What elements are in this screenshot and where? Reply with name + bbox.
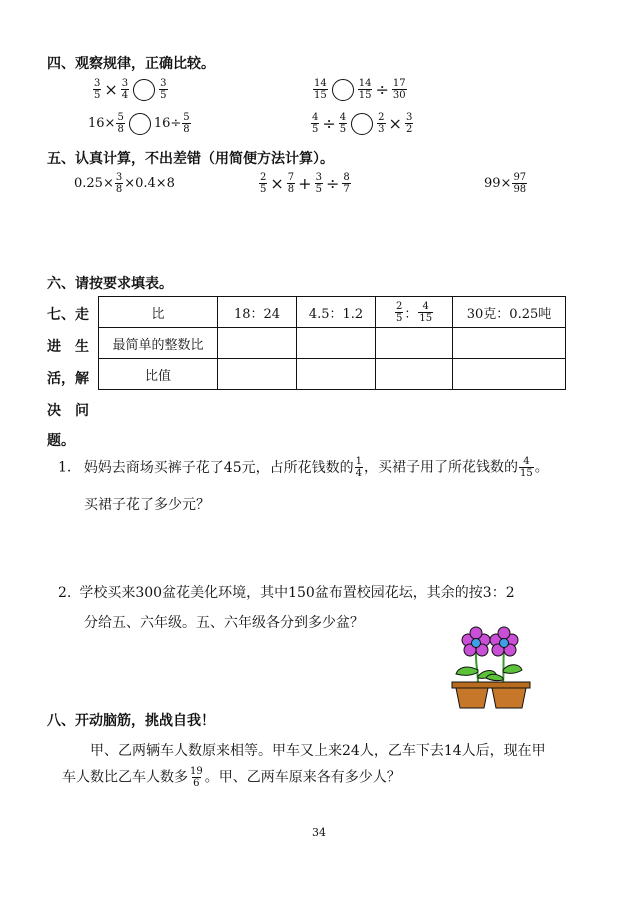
page-number: 34 — [312, 826, 326, 839]
table-header: 30克：0.25吨 — [453, 297, 566, 328]
fraction: $\frac{19}{6}$ — [190, 766, 203, 789]
flower-pot-illustration — [448, 626, 534, 710]
table-header: $\frac{2}{5}$ ： $\frac{4}{15}$ — [376, 297, 453, 328]
calc-expression-2: $\frac{2}{5}$ × $\frac{7}{8}$ + $\frac{3}{5}$ ÷ $\frac{8}{7}$ — [260, 172, 350, 195]
answer-cell[interactable] — [376, 359, 453, 390]
fraction: $\frac{5}{8}$ — [183, 112, 190, 135]
table-header: 4.5：1.2 — [297, 297, 376, 328]
flower-icon — [462, 627, 490, 656]
compare-circle[interactable] — [332, 79, 354, 101]
section-7-title-line: 决 问 — [47, 403, 89, 419]
table-header: 18：24 — [218, 297, 297, 328]
compare-circle[interactable] — [133, 79, 155, 101]
table-row — [99, 297, 566, 328]
section-7-title-line: 七、走 — [47, 307, 89, 323]
compare-problem-1: $\frac{3}{5}$ × $\frac{3}{4}$ $\frac{3}{5}$ — [94, 78, 167, 101]
fraction: $\frac{14}{15}$ — [358, 78, 372, 101]
fraction: $\frac{4}{15}$ — [520, 456, 533, 479]
compare-problem-2: $\frac{14}{15}$ $\frac{14}{15}$ ÷ $\frac{17}{30}$ — [314, 78, 406, 101]
section-6-title: 六、请按要求填表。 — [47, 276, 173, 292]
section-7-title-line: 活，解 — [47, 371, 89, 387]
row-label: 比值 — [99, 359, 218, 390]
question-2: 2. 学校买来300盆花美化环境，其中150盆布置校园花坛，其余的按3：2 — [58, 585, 515, 601]
fraction: $\frac{17}{30}$ — [392, 78, 406, 101]
fraction: $\frac{14}{15}$ — [314, 78, 327, 101]
answer-cell[interactable] — [453, 328, 566, 359]
fraction: $\frac{8}{7}$ — [343, 172, 350, 195]
fraction: $\frac{4}{5}$ — [312, 112, 319, 135]
fraction: $\frac{97}{98}$ — [513, 172, 527, 195]
fraction: $\frac{3}{4}$ — [121, 78, 129, 101]
answer-cell[interactable] — [218, 328, 297, 359]
fraction: $\frac{3}{5}$ — [315, 172, 322, 195]
fraction: $\frac{3}{5}$ — [160, 78, 167, 101]
calc-expression-3: 99× $\frac{97}{98}$ — [484, 172, 527, 195]
answer-cell[interactable] — [297, 328, 376, 359]
challenge-line-2: 车人数比乙车人数多 $\frac{19}{6}$ 。甲、乙两车原来各有多少人？ — [62, 766, 401, 789]
row-label: 最简单的整数比 — [99, 328, 218, 359]
fraction: $\frac{3}{5}$ — [94, 78, 101, 101]
calc-expression-1: 0.25× $\frac{3}{8}$ ×0.4×8 — [74, 172, 175, 195]
question-1: 1. 妈妈去商场买裤子花了45元，占所花钱数的 $\frac{1}{4}$ ，买裙子用了所花钱数的 $\frac{4}{15}$ 。 — [58, 456, 549, 479]
ratio-table — [98, 296, 566, 390]
fraction: $\frac{3}{8}$ — [115, 172, 123, 195]
flower-icon — [490, 627, 518, 656]
fraction: $\frac{5}{8}$ — [117, 112, 124, 135]
answer-cell[interactable] — [376, 328, 453, 359]
answer-cell[interactable] — [218, 359, 297, 390]
section-4-title: 四、观察规律，正确比较。 — [47, 56, 215, 72]
question-1-line-2: 买裙子花了多少元？ — [84, 497, 210, 513]
fraction: $\frac{7}{8}$ — [287, 172, 295, 195]
fraction: $\frac{3}{2}$ — [405, 112, 413, 135]
section-7-title-line: 进 生 — [47, 339, 89, 355]
challenge-line-1: 甲、乙两辆车人数原来相等。甲车又上来24人，乙车下去14人后，现在甲 — [90, 743, 546, 759]
answer-cell[interactable] — [297, 359, 376, 390]
fraction: $\frac{1}{4}$ — [355, 456, 363, 479]
table-header: 比 — [99, 297, 218, 328]
section-5-title: 五、认真计算，不出差错（用简便方法计算）。 — [47, 151, 334, 167]
table-row — [99, 328, 566, 359]
section-7-title-line: 题。 — [47, 433, 75, 449]
answer-cell[interactable] — [453, 359, 566, 390]
fraction: $\frac{4}{5}$ — [339, 112, 347, 135]
compare-circle[interactable] — [129, 113, 151, 135]
section-8-title: 八、开动脑筋，挑战自我！ — [47, 713, 215, 729]
fraction: $\frac{2}{5}$ — [260, 172, 267, 195]
fraction: $\frac{2}{3}$ — [378, 112, 385, 135]
compare-circle[interactable] — [351, 113, 373, 135]
compare-problem-4: $\frac{4}{5}$ ÷ $\frac{4}{5}$ $\frac{2}{3}$ × $\frac{3}{2}$ — [312, 112, 413, 135]
compare-problem-3: 16× $\frac{5}{8}$ 16÷ $\frac{5}{8}$ — [88, 112, 190, 135]
question-2-line-2: 分给五、六年级。五、六年级各分到多少盆？ — [84, 615, 364, 631]
table-row — [99, 359, 566, 390]
